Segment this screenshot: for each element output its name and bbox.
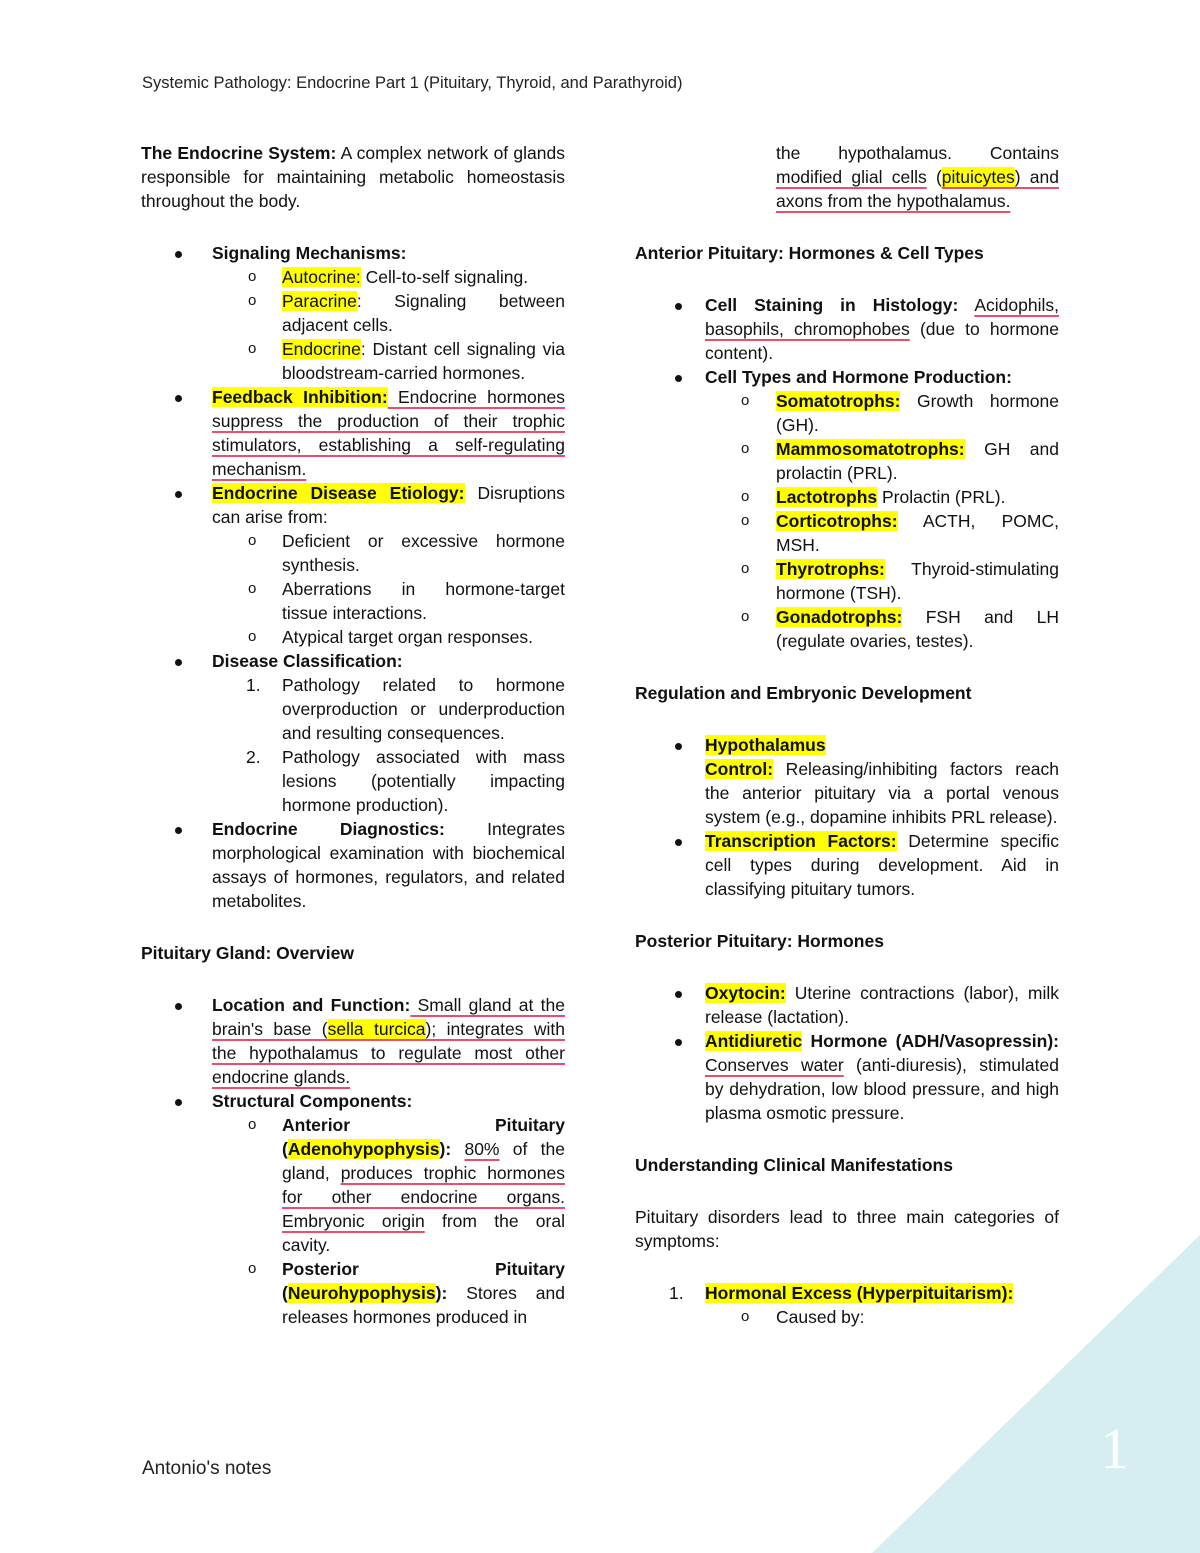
feedback-item — [141, 385, 565, 481]
etiology-sub-2 — [141, 577, 565, 625]
autocrine-item — [141, 265, 565, 289]
sella-turcica: sella turcica — [327, 1019, 426, 1039]
structural-title: Structural Components: — [212, 1091, 413, 1111]
bullet-icon — [675, 375, 682, 382]
bullet-icon — [175, 827, 182, 834]
anterior-text-b: produces trophic hormones for other endocrine organs. Embryonic origin — [282, 1163, 566, 1231]
staining-term: Cell Staining in Histology: — [705, 295, 959, 315]
classification-sub-1 — [141, 673, 565, 745]
intro-term: The Endocrine System: — [141, 143, 337, 163]
regulation-heading: Regulation and Embryonic Development — [635, 683, 972, 703]
corticotrophs-text: ACTH, POMC, MSH. — [776, 511, 1059, 555]
clinical-heading: Understanding Clinical Manifestations — [635, 1155, 953, 1175]
diagnostics-item — [141, 817, 565, 913]
posterior-term-b: ): — [435, 1283, 448, 1303]
intro-text: A complex network of glands responsible for maintaining metabolic homeostasis throughout the body. — [141, 143, 565, 211]
thyrotrophs-term: Thyrotrophs: — [776, 559, 885, 579]
adh-text: (anti-diuresis), stimulated by dehydration, low blood pressure, and high plasma osmotic pressure. — [705, 1055, 1059, 1123]
somatotrophs-text: Growth hormone (GH). — [776, 391, 1059, 435]
paracrine-item — [141, 289, 565, 337]
sub-bullet-icon: o — [248, 532, 257, 549]
adh-term-b: Hormone (ADH/Vasopressin): — [802, 1031, 1059, 1051]
thyrotrophs-item — [635, 557, 1059, 605]
paracrine-term: Paracrine — [282, 291, 357, 311]
anterior-text-a: of the gland, — [282, 1139, 565, 1183]
caused-by-text: Caused by: — [776, 1307, 865, 1327]
page-number: 1 — [1100, 1416, 1129, 1481]
class-2-text: Pathology associated with mass lesions (potentially impacting hormone production). — [282, 747, 565, 815]
bullet-icon — [175, 251, 182, 258]
anterior-term-b: ): — [439, 1139, 452, 1159]
bullet-icon — [675, 1039, 682, 1046]
etiology-3-text: Atypical target organ responses. — [282, 627, 533, 647]
sub-bullet-icon: o — [248, 292, 257, 309]
posterior-term-a: Posterior Pituitary ( — [282, 1259, 565, 1303]
pituitary-overview-heading: Pituitary Gland: Overview — [141, 943, 354, 963]
number-marker: 2. — [246, 747, 261, 767]
sub-bullet-icon: o — [741, 392, 750, 409]
sub-bullet-icon: o — [248, 580, 257, 597]
hypothalamus-text: Releasing/inhibiting factors reach the anterior pituitary via a portal venous system (e.g., dopamine inhibits PRL release). — [705, 759, 1059, 827]
clinical-item-1 — [635, 1281, 1059, 1305]
intro-paragraph — [141, 141, 565, 213]
sub-bullet-icon: o — [741, 512, 750, 529]
bullet-icon — [175, 1099, 182, 1106]
bullet-icon — [675, 303, 682, 310]
page-footer: Antonio's notes — [142, 1458, 272, 1479]
sub-bullet-icon: o — [741, 1308, 750, 1325]
sub-bullet-icon: o — [741, 608, 750, 625]
sub-bullet-icon: o — [741, 440, 750, 457]
diagnostics-text: Integrates morphological examination with biochemical assays of hormones, regulators, and related metabolites. — [212, 819, 565, 911]
bullet-icon — [675, 839, 682, 846]
anterior-pituitary-item — [141, 1113, 565, 1257]
classification-sub-2 — [141, 745, 565, 817]
paracrine-text: : Signaling between adjacent cells. — [282, 291, 565, 335]
lactotrophs-term: Lactotrophs — [776, 487, 878, 507]
oxytocin-text: Uterine contractions (labor), milk release (lactation). — [705, 983, 1059, 1027]
sub-bullet-icon: o — [248, 1116, 257, 1133]
location-term: Location and Function: — [212, 995, 411, 1015]
etiology-item — [141, 481, 565, 529]
sub-bullet-icon: o — [248, 340, 257, 357]
mammosomatotrophs-text: GH and prolactin (PRL). — [776, 439, 1059, 483]
hypothalamus-item — [635, 733, 1059, 829]
number-marker: 1. — [246, 675, 261, 695]
classification-title: Disease Classification: — [212, 651, 403, 671]
lactotrophs-text: Prolactin (PRL). — [877, 487, 1006, 507]
posterior-text: Stores and releases hormones produced in — [282, 1283, 565, 1327]
anterior-percent: 80% — [464, 1139, 500, 1159]
oxytocin-item — [635, 981, 1059, 1029]
number-marker: 1. — [669, 1283, 684, 1303]
hypothalamus-term: Hypothalamus — [705, 735, 826, 755]
bullet-icon — [175, 659, 182, 666]
signaling-item — [141, 241, 565, 265]
mammosomatotrophs-term: Mammosomatotrophs: — [776, 439, 965, 459]
structural-item — [141, 1089, 565, 1113]
neurohypophysis-term: Neurohypophysis — [287, 1283, 436, 1303]
anterior-term-a: Anterior Pituitary ( — [282, 1115, 565, 1159]
oxytocin-term: Oxytocin: — [705, 983, 786, 1003]
etiology-sub-1 — [141, 529, 565, 577]
bullet-icon — [175, 1003, 182, 1010]
diagnostics-term: Endocrine Diagnostics: — [212, 819, 445, 839]
feedback-text: Endocrine hormones suppress the production of their trophic stimulators, establishing a self-regulating mechanism. — [212, 387, 565, 479]
lactotrophs-item — [635, 485, 1059, 509]
posterior-continued — [635, 141, 1059, 213]
classification-item — [141, 649, 565, 673]
gonadotrophs-text: FSH and LH (regulate ovaries, testes). — [776, 607, 1059, 651]
adh-conserves: Conserves water — [705, 1055, 844, 1075]
autocrine-term: Autocrine: — [282, 267, 361, 287]
gonadotrophs-term: Gonadotrophs: — [776, 607, 903, 627]
posterior-cont-c: ) and axons from the hypothalamus. — [776, 167, 1059, 211]
etiology-2-text: Aberrations in hormone-target tissue interactions. — [282, 579, 565, 623]
posterior-hormones-heading: Posterior Pituitary: Hormones — [635, 931, 884, 951]
endocrine-text: : Distant cell signaling via bloodstream-carried hormones. — [282, 339, 565, 383]
location-text-b: ); integrates with the hypothalamus to regulate most other endocrine glands. — [212, 1019, 565, 1087]
transcription-item — [635, 829, 1059, 901]
corticotrophs-term: Corticotrophs: — [776, 511, 898, 531]
bullet-icon — [675, 991, 682, 998]
sub-bullet-icon: o — [741, 560, 750, 577]
staining-cells: Acidophils, basophils, chromophobes — [705, 295, 1059, 339]
adenohypophysis-term: Adenohypophysis — [287, 1139, 440, 1159]
bullet-icon — [175, 491, 182, 498]
pituicytes: pituicytes — [941, 167, 1015, 187]
clinical-sub-1 — [635, 1305, 1059, 1329]
sub-bullet-icon: o — [248, 628, 257, 645]
sub-bullet-icon: o — [248, 1260, 257, 1277]
corticotrophs-item — [635, 509, 1059, 557]
endocrine-item — [141, 337, 565, 385]
signaling-title: Signaling Mechanisms: — [212, 243, 407, 263]
bullet-icon — [175, 395, 182, 402]
location-text-a: Small gland at the brain's base ( — [212, 995, 566, 1039]
staining-item — [635, 293, 1059, 365]
etiology-text: Disruptions can arise from: — [212, 483, 565, 527]
class-1-text: Pathology related to hormone overproduction or underproduction and resulting consequences. — [282, 675, 565, 743]
sub-bullet-icon: o — [741, 488, 750, 505]
clinical-intro: Pituitary disorders lead to three main categories of symptoms: — [635, 1207, 1059, 1251]
mammosomatotrophs-item — [635, 437, 1059, 485]
transcription-text: Determine specific cell types during development. Aid in classifying pituitary tumors. — [705, 831, 1059, 899]
glial-cells: modified glial cells — [776, 167, 927, 187]
adh-item — [635, 1029, 1059, 1125]
posterior-cont-b: ( — [926, 167, 942, 187]
left-column — [141, 141, 565, 1329]
somatotrophs-term: Somatotrophs: — [776, 391, 901, 411]
endocrine-term: Endocrine — [282, 339, 361, 359]
transcription-term: Transcription Factors: — [705, 831, 897, 851]
bullet-icon — [675, 743, 682, 750]
etiology-sub-3 — [141, 625, 565, 649]
sub-bullet-icon: o — [248, 268, 257, 285]
feedback-term: Feedback Inhibition: — [212, 387, 388, 407]
page-header: Systemic Pathology: Endocrine Part 1 (Pituitary, Thyroid, and Parathyroid) — [142, 74, 683, 92]
anterior-hormones-heading: Anterior Pituitary: Hormones & Cell Types — [635, 243, 984, 263]
posterior-cont-a: the hypothalamus. Contains — [776, 143, 1059, 163]
etiology-1-text: Deficient or excessive hormone synthesis. — [282, 531, 565, 575]
celltypes-item — [635, 365, 1059, 389]
gonadotrophs-item — [635, 605, 1059, 653]
staining-text: (due to hormone content). — [705, 319, 1060, 363]
hormonal-excess-term: Hormonal Excess (Hyperpituitarism): — [705, 1283, 1014, 1303]
thyrotrophs-text: Thyroid-stimulating hormone (TSH). — [776, 559, 1059, 603]
autocrine-text: Cell-to-self signaling. — [360, 267, 529, 287]
somatotrophs-item — [635, 389, 1059, 437]
posterior-pituitary-item — [141, 1257, 565, 1329]
anterior-text-c: from the oral cavity. — [282, 1211, 565, 1255]
etiology-term: Endocrine Disease Etiology: — [212, 483, 465, 503]
right-column — [635, 141, 1059, 1329]
adh-term-a: Antidiuretic — [705, 1031, 803, 1051]
hypothalamus-control-term: Control: — [705, 759, 774, 779]
celltypes-title: Cell Types and Hormone Production: — [705, 367, 1012, 387]
location-item — [141, 993, 565, 1089]
